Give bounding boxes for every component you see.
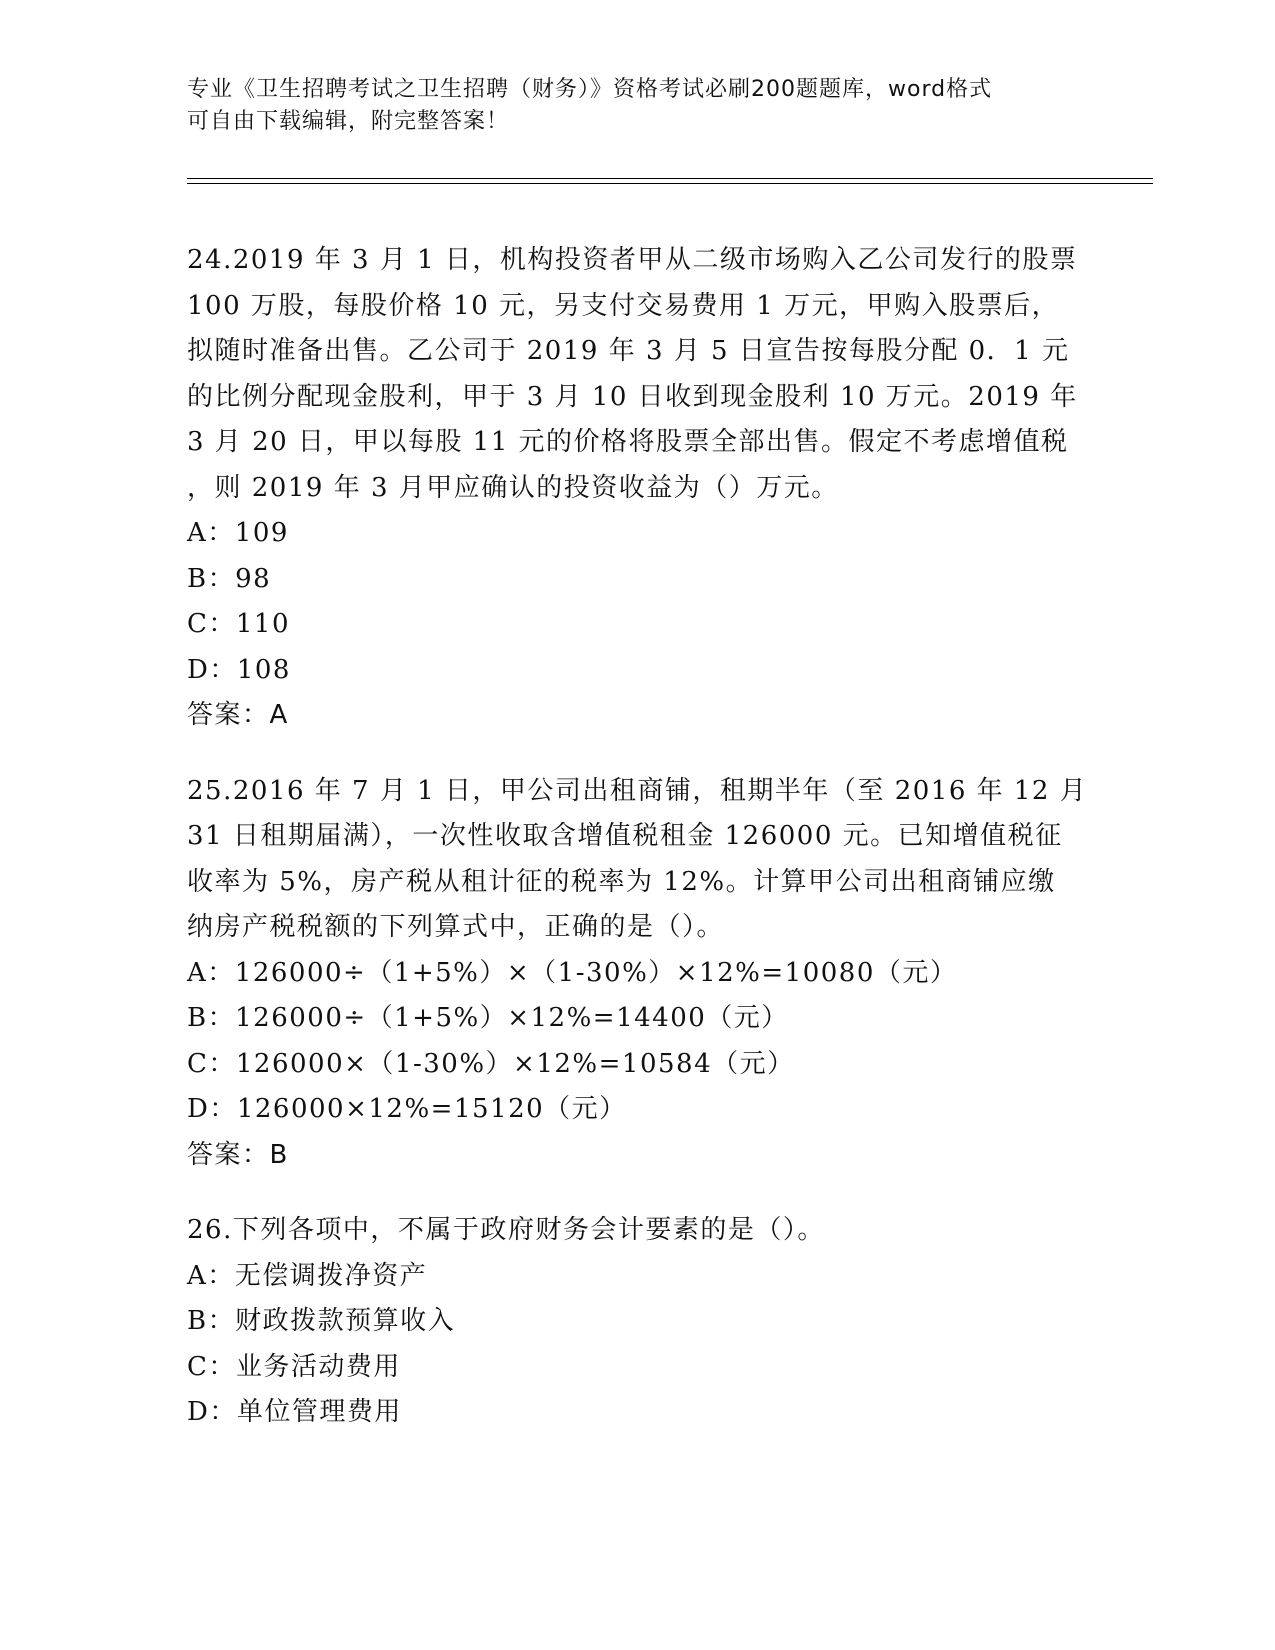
question-text-line: 24.2019 年 3 月 1 日，机构投资者甲从二级市场购入乙公司发行的股票	[187, 245, 1078, 275]
question-25	[187, 769, 1087, 1179]
answer-line: 答案：A	[187, 700, 289, 730]
header-line: 可自由下载编辑，附完整答案！	[187, 109, 510, 134]
question-text-line: 26.下列各项中，不属于政府财务会计要素的是（）。	[187, 1215, 825, 1245]
question-26	[187, 1208, 1087, 1436]
header-divider-bottom	[187, 183, 1153, 184]
option-d: D：126000×12%=15120（元）	[187, 1094, 627, 1124]
question-24	[187, 238, 1087, 739]
question-list	[187, 238, 1087, 1466]
question-text-line: 31 日租期届满），一次性收取含增值税租金 126000 元。已知增值税征	[187, 821, 1063, 851]
option-b: B：财政拨款预算收入	[187, 1306, 456, 1336]
question-text-line: 的比例分配现金股利，甲于 3 月 10 日收到现金股利 10 万元。2019 年	[187, 381, 1078, 412]
option-c: C：业务活动费用	[187, 1351, 401, 1382]
header-divider-top	[187, 178, 1153, 179]
option-c: C：110	[187, 609, 291, 639]
option-a: A：无偿调拨净资产	[187, 1260, 428, 1291]
question-text-line: 拟随时准备出售。乙公司于 2019 年 3 月 5 日宣告按每股分配 0．1 元	[187, 336, 1070, 366]
option-a: A：126000÷（1+5%）×（1-30%）×12%=10080（元）	[187, 957, 958, 988]
option-b: B：126000÷（1+5%）×12%=14400（元）	[187, 1003, 789, 1033]
question-text-line: 收率为 5%，房产税从租计征的税率为 12%。计算甲公司出租商铺应缴	[187, 866, 1056, 897]
question-text-line: 3 月 20 日，甲以每股 11 元的价格将股票全部出售。假定不考虑增值税	[187, 427, 1069, 457]
question-text-line: ，则 2019 年 3 月甲应确认的投资收益为（）万元。	[187, 472, 839, 503]
question-text-line: 纳房产税税额的下列算式中，正确的是（）。	[187, 912, 725, 942]
question-text-line: 100 万股，每股价格 10 元，另支付交易费用 1 万元，甲购入股票后，	[187, 290, 1060, 321]
answer-line: 答案：B	[187, 1139, 289, 1170]
option-c: C：126000×（1-30%）×12%=10584（元）	[187, 1048, 795, 1079]
header-line: 专业《卫生招聘考试之卫生招聘（财务）》资格考试必刷200题题库，word格式	[187, 77, 993, 102]
option-d: D：108	[187, 654, 291, 685]
question-text-line: 25.2016 年 7 月 1 日，甲公司出租商铺，租期半年（至 2016 年 12 月	[187, 775, 1088, 806]
option-d: D：单位管理费用	[187, 1397, 402, 1427]
option-a: A：109	[187, 518, 289, 548]
document-header	[187, 74, 1087, 138]
option-b: B：98	[187, 563, 272, 594]
